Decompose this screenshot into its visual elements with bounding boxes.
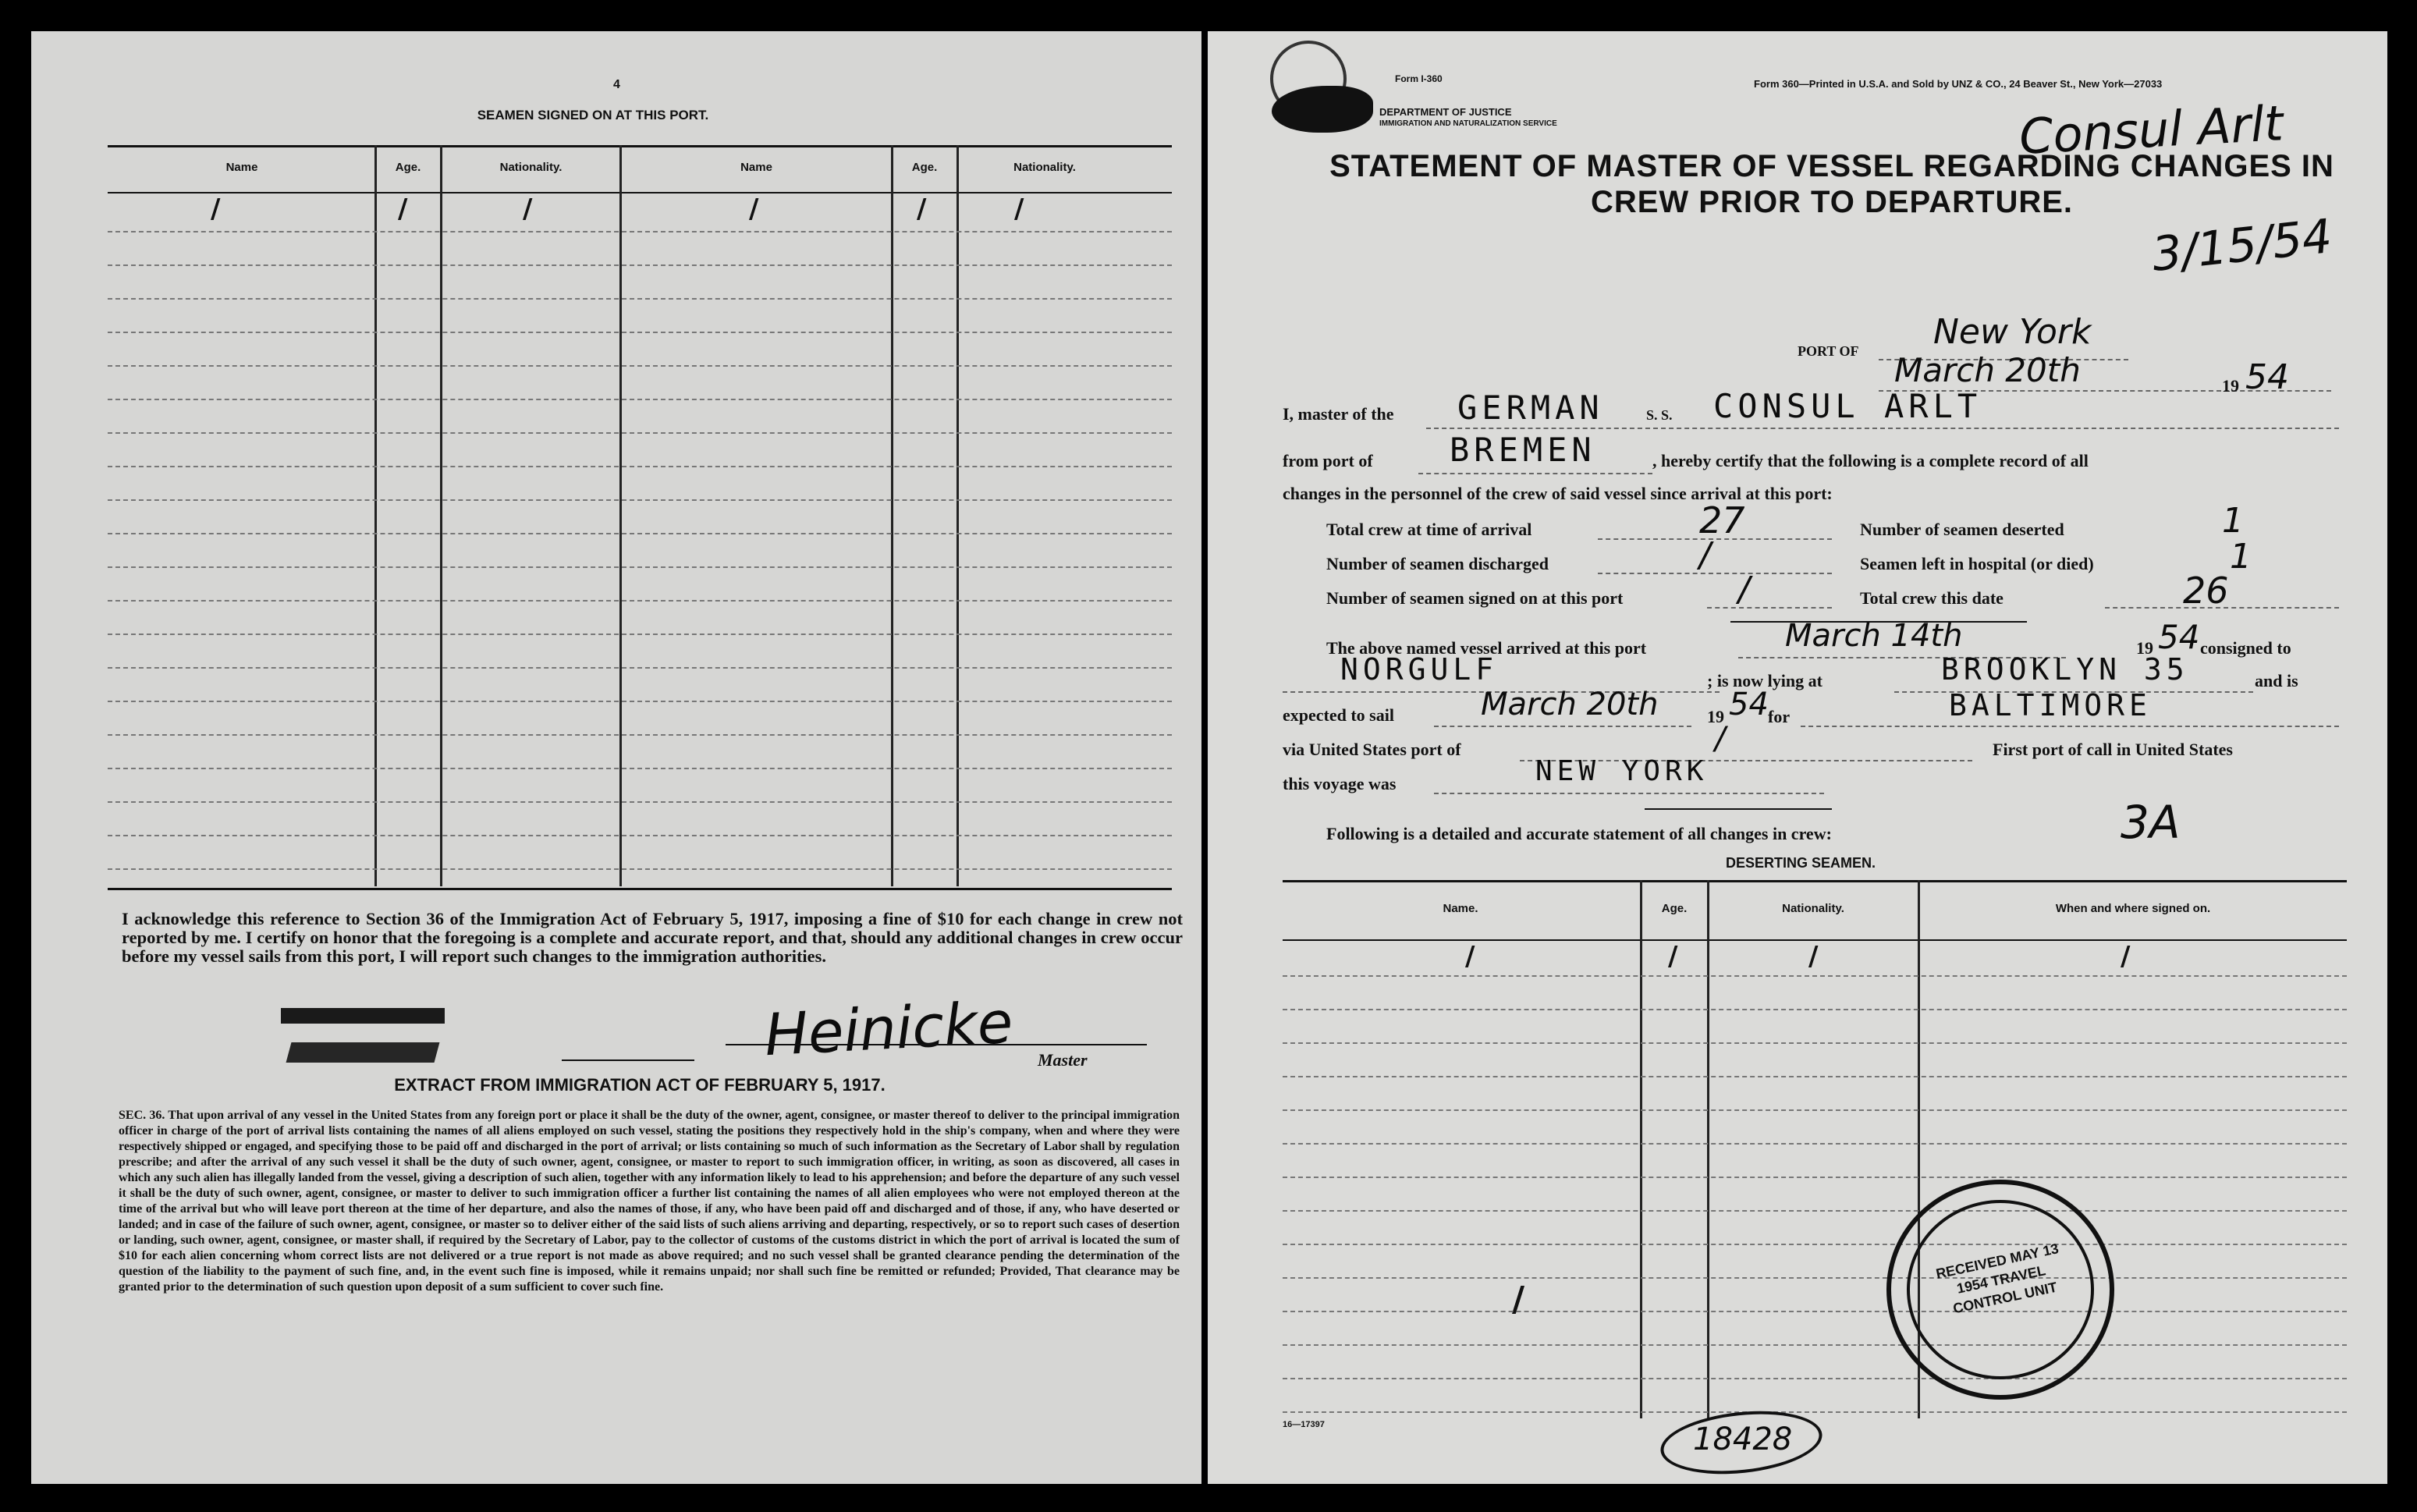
form-title: STATEMENT OF MASTER OF VESSEL REGARDING CHANGES IN CREW PRIOR TO DEPARTURE. xyxy=(1329,149,2334,219)
signed-on-value: / xyxy=(1738,570,1750,609)
field-underline xyxy=(1434,726,1691,727)
column-header: Age. xyxy=(911,161,938,174)
column-header: Nationality. xyxy=(1013,161,1076,174)
from-port-label: from port of xyxy=(1283,451,1373,470)
year-prefix: 19 xyxy=(2222,376,2239,396)
service: IMMIGRATION AND NATURALIZATION SERVICE xyxy=(1379,119,1557,128)
form-number: Form I-360 xyxy=(1395,73,1443,84)
column-header: Age. xyxy=(1661,902,1688,915)
table-ruled-line xyxy=(108,231,1172,232)
sail-year: 54 xyxy=(1729,687,1769,722)
vessel-annotation: Consul Arlt xyxy=(2018,94,2285,165)
voyage-value: NEW YORK xyxy=(1535,755,1709,787)
row-mark: / xyxy=(1668,941,1678,972)
sail-value: March 20th xyxy=(1481,687,1659,722)
table-ruled-line xyxy=(1283,1109,2347,1111)
master-of-label: I, master of the xyxy=(1283,404,1394,424)
table-top-rule xyxy=(1283,880,2347,882)
table-ruled-line xyxy=(108,432,1172,434)
col-divider xyxy=(957,145,959,886)
signed-on-label: Number of seamen signed on at this port xyxy=(1326,588,1624,608)
row-mark: / xyxy=(1465,941,1475,972)
hospital-value: 1 xyxy=(2230,537,2252,577)
column-header: Age. xyxy=(395,161,421,174)
via-value: / xyxy=(1715,721,1726,757)
certify-text: , hereby certify that the following is a complete record of all xyxy=(1652,451,2089,470)
deserted-value: 1 xyxy=(2222,501,2244,541)
file-number: 18428 xyxy=(1693,1421,1793,1457)
table-ruled-line xyxy=(1283,1311,2347,1312)
extract-title: EXTRACT FROM IMMIGRATION ACT OF FEBRUARY 5, 1917. xyxy=(394,1075,886,1095)
year-value: 54 xyxy=(2245,357,2289,397)
received-stamp xyxy=(1886,1180,2114,1400)
table-ruled-line xyxy=(108,634,1172,635)
row-mark: / xyxy=(523,193,533,225)
sail-label: expected to sail xyxy=(1283,705,1394,725)
row-mark: / xyxy=(917,193,927,225)
arrived-value: March 14th xyxy=(1785,618,1963,654)
field-underline xyxy=(1801,726,2339,727)
column-header: Name xyxy=(225,161,258,174)
row-mark: / xyxy=(749,193,759,225)
row-mark: / xyxy=(1512,1280,1525,1319)
total-arrival-value: 27 xyxy=(1699,499,1745,541)
table-ruled-line xyxy=(108,600,1172,602)
discharged-label: Number of seamen discharged xyxy=(1326,554,1549,573)
table-ruled-line xyxy=(108,734,1172,736)
table-ruled-line xyxy=(108,466,1172,467)
from-port-value: BREMEN xyxy=(1450,431,1596,469)
date-annotation: 3/15/54 xyxy=(2149,209,2335,282)
table-ruled-line xyxy=(1283,1378,2347,1379)
column-header: Nationality. xyxy=(1782,902,1844,915)
total-date-value: 26 xyxy=(2183,570,2229,612)
first-port-label: First port of call in United States xyxy=(1993,740,2233,759)
page-number: 4 xyxy=(613,78,620,91)
col-divider xyxy=(440,145,442,886)
row-mark: / xyxy=(2121,941,2131,972)
row-mark: / xyxy=(1808,941,1819,972)
table-ruled-line xyxy=(108,499,1172,501)
form-code: 16—17397 xyxy=(1283,1420,1325,1429)
row-mark: / xyxy=(398,193,408,225)
field-underline xyxy=(1434,793,1824,794)
table-ruled-line xyxy=(108,801,1172,803)
stamp-blot xyxy=(286,1042,440,1063)
lying-label: ; is now lying at xyxy=(1707,671,1823,690)
field-underline xyxy=(1426,428,2339,429)
total-arrival-label: Total crew at time of arrival xyxy=(1326,520,1532,539)
and-is-label: and is xyxy=(2255,671,2298,690)
section-rule xyxy=(1645,808,1832,810)
table-ruled-line xyxy=(1283,1344,2347,1346)
table-ruled-line xyxy=(1283,975,2347,977)
seal-blot xyxy=(1272,86,1373,133)
signature-line xyxy=(726,1044,1147,1045)
left-page xyxy=(31,31,1201,1484)
lying-value: BROOKLYN 35 xyxy=(1941,652,2189,687)
column-header: Name xyxy=(740,161,772,174)
table-ruled-line xyxy=(1283,1177,2347,1178)
signed-on-table-title: SEAMEN SIGNED ON AT THIS PORT. xyxy=(477,108,709,122)
master-label: Master xyxy=(1038,1050,1088,1070)
code-value: 3A xyxy=(2121,796,2181,849)
row-mark: / xyxy=(1014,193,1024,225)
port-value: New York xyxy=(1933,312,2092,352)
extract-rule xyxy=(562,1059,694,1061)
deserted-label: Number of seamen deserted xyxy=(1860,520,2064,539)
column-header: When and where signed on. xyxy=(2055,902,2211,915)
master-signature: Heinicke xyxy=(762,988,1015,1070)
table-ruled-line xyxy=(108,868,1172,870)
column-header: Name. xyxy=(1443,902,1478,915)
nationality-value: GERMAN xyxy=(1457,389,1604,427)
table-ruled-line xyxy=(108,298,1172,300)
extract-body: SEC. 36. That upon arrival of any vessel in the United States from any foreign port or place it shall be the duty of the owner, agent, consignee, or master thereof to deliver to the principal immigration officer in charge of the port of arrival lists containing the names of all aliens employed on such vessel, stating the positions they respectively hold in the ship's company, when and where they were respectively shipped or engaged, and specifying those to be paid off and discharged in the port of arrival; or lists containing so much of such information as the Secretary of Labor shall by regulation prescribe; and after the arrival of any such vessel it shall be the duty of such owner, agent, consignee, or master to report to such immigration officer, in writing, as soon as discovered, all cases in which any such alien has illegally landed from the vessel, giving a description of such alien, together with any information likely to lead to his apprehension; and before the departure of any such vessel it shall be the duty of such owner, agent, consignee, or master to deliver to such immigration officer a further list containing the names of all alien employees who were not employed thereon at the time of the arrival but who will leave port thereon at the time of her departure, and also the names of those, if any, who have been paid off and discharged and of those, if any, who have deserted or landed; and in case of the failure of such owner, agent, consignee, or master so to deliver either of the said lists of such aliens arriving and departing, respectively, or so to report such cases of desertion or landing, such owner, agent, consignee, or master shall, if required by the Secretary of Labor, pay to the collector of customs of the customs district in which the port of arrival is located the sum of $10 for each alien concerning whom correct lists are not delivered or a true report is not made as above required; and no such vessel shall be granted clearance pending the determination of the question of the liability to the payment of such fine, and, in the event such fine is imposed, while it remains unpaid; nor shall such fine be remitted or refunded; Provided, That clearance may be granted prior to the determination of such question upon deposit of a sum sufficient to cover such fine. xyxy=(119,1109,1180,1294)
table-top-rule xyxy=(108,145,1172,147)
table-ruled-line xyxy=(1283,1210,2347,1212)
col-divider xyxy=(374,145,377,886)
table-ruled-line xyxy=(1283,1277,2347,1279)
arrived-year: 54 xyxy=(2158,618,2200,656)
acknowledgement-text: I acknowledge this reference to Section 36 of the Immigration Act of February 5, 1917, imposing a fine of $10 for each change in crew not reported by me. I certify on honor that the foregoing is a complete and accurate report, and that, should any additional changes in crew occur before my vessel sails from this port, I will report such changes to the immigration authorities. xyxy=(122,909,1183,966)
date-value: March 20th xyxy=(1894,351,2081,389)
table-ruled-line xyxy=(108,264,1172,266)
for-label: for xyxy=(1768,707,1791,726)
table-bottom-rule xyxy=(108,888,1172,890)
table-ruled-line xyxy=(108,365,1172,367)
field-underline xyxy=(1707,607,1832,609)
field-underline xyxy=(1598,573,1832,574)
table-ruled-line xyxy=(108,332,1172,333)
discharged-value: / xyxy=(1699,535,1711,575)
hospital-label: Seamen left in hospital (or died) xyxy=(1860,554,2094,573)
table-ruled-line xyxy=(108,768,1172,769)
table-ruled-line xyxy=(108,399,1172,400)
consigned-label: consigned to xyxy=(2200,638,2291,658)
printer-line: Form 360—Printed in U.S.A. and Sold by UNZ & CO., 24 Beaver St., New York—27033 xyxy=(1754,78,2163,90)
arrived-year-prefix: 19 xyxy=(2136,638,2153,658)
table-header-rule xyxy=(108,192,1172,193)
arrived-label: The above named vessel arrived at this port xyxy=(1326,638,1647,658)
stamp-text: RECEIVED MAY 13 1954 TRAVEL CONTROL UNIT xyxy=(1934,1240,2060,1317)
column-header: Nationality. xyxy=(499,161,563,174)
field-underline xyxy=(1598,538,1832,540)
table-ruled-line xyxy=(1283,1076,2347,1077)
col-divider xyxy=(1640,880,1642,1418)
right-page xyxy=(1208,31,2387,1484)
sail-year-prefix: 19 xyxy=(1707,707,1724,726)
total-date-label: Total crew this date xyxy=(1860,588,2004,608)
table-ruled-line xyxy=(1283,1244,2347,1245)
voyage-label: this voyage was xyxy=(1283,774,1397,793)
vessel-value: CONSUL ARLT xyxy=(1713,387,1982,425)
table-ruled-line xyxy=(1283,1009,2347,1010)
consignee-value: NORGULF xyxy=(1340,652,1499,687)
destination-value: BALTIMORE xyxy=(1949,688,2152,722)
deserting-title: DESERTING SEAMEN. xyxy=(1725,855,1876,871)
table-ruled-line xyxy=(108,701,1172,702)
following-label: Following is a detailed and accurate statement of all changes in crew: xyxy=(1326,824,1832,843)
table-ruled-line xyxy=(1283,1411,2347,1413)
row-mark: / xyxy=(211,193,221,225)
col-divider xyxy=(1707,880,1709,1418)
department: DEPARTMENT OF JUSTICE xyxy=(1379,106,1512,118)
table-ruled-line xyxy=(1283,1042,2347,1044)
port-label: PORT OF xyxy=(1798,343,1859,359)
table-ruled-line xyxy=(108,566,1172,568)
ss-label: S. S. xyxy=(1646,407,1673,423)
field-underline xyxy=(1418,473,1652,474)
table-ruled-line xyxy=(108,667,1172,669)
table-ruled-line xyxy=(108,533,1172,534)
changes-text: changes in the personnel of the crew of said vessel since arrival at this port: xyxy=(1283,484,1833,503)
col-divider xyxy=(619,145,622,886)
table-ruled-line xyxy=(1283,1143,2347,1145)
field-underline xyxy=(2105,607,2339,609)
col-divider xyxy=(891,145,893,886)
stamp-blot xyxy=(281,1008,445,1024)
table-ruled-line xyxy=(108,835,1172,836)
via-label: via United States port of xyxy=(1283,740,1461,759)
